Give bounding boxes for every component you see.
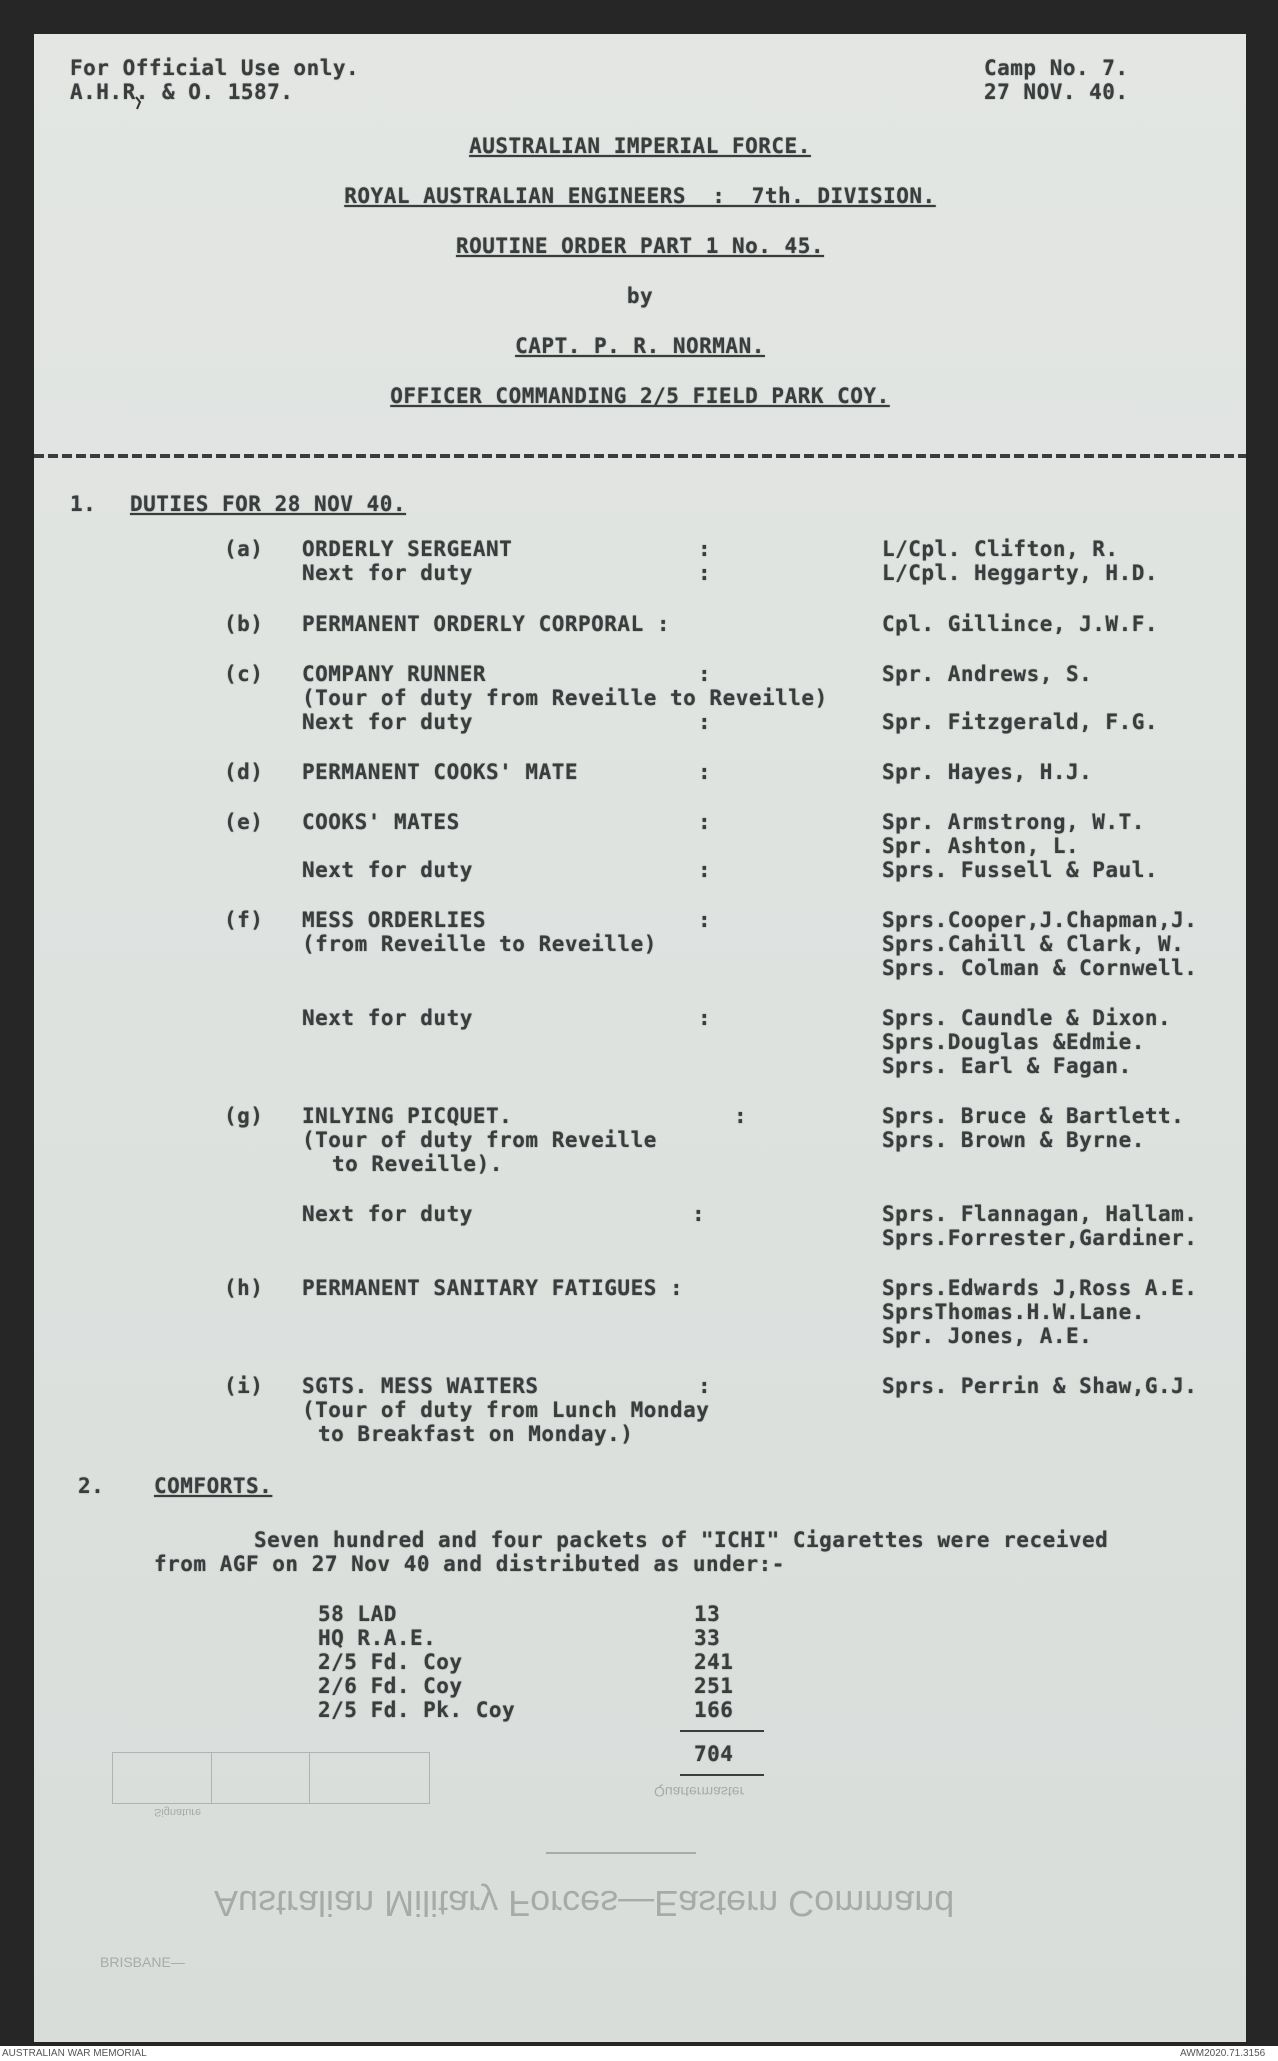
duty-colon: : bbox=[692, 1202, 706, 1226]
duty-note: to Breakfast on Monday.) bbox=[318, 1422, 634, 1446]
section-1-number: 1. bbox=[70, 492, 97, 516]
distribution-qty: 13 bbox=[694, 1602, 721, 1626]
document-page bbox=[34, 34, 1246, 2042]
title-force: AUSTRALIAN IMPERIAL FORCE. bbox=[469, 134, 811, 158]
duty-assignee: Spr. Andrews, S. bbox=[882, 662, 1093, 686]
duty-colon: : bbox=[698, 662, 712, 686]
duty-title: COOKS' MATES bbox=[302, 810, 460, 834]
duty-title: SGTS. MESS WAITERS bbox=[302, 1374, 539, 1398]
section-1-heading: DUTIES FOR 28 NOV 40. bbox=[130, 492, 407, 516]
duty-title: ORDERLY SERGEANT bbox=[302, 537, 513, 561]
duty-assignee: Sprs. Perrin & Shaw,G.J. bbox=[882, 1374, 1198, 1398]
bleed-rule bbox=[546, 1852, 696, 1854]
duty-assignee: SprsThomas.H.W.Lane. bbox=[882, 1300, 1145, 1324]
title-by: by bbox=[626, 284, 654, 308]
duty-assignee: Sprs.Cooper,J.Chapman,J. bbox=[882, 908, 1198, 932]
item-label: (i) bbox=[224, 1374, 264, 1398]
camp-number: Camp No. 7. bbox=[984, 56, 1129, 80]
total-rule bbox=[680, 1774, 764, 1776]
duty-next: Next for duty bbox=[302, 710, 473, 734]
section-2-number: 2. bbox=[78, 1474, 105, 1498]
duty-assignee: Sprs. Brown & Byrne. bbox=[882, 1128, 1145, 1152]
duty-colon: : bbox=[698, 1374, 712, 1398]
distribution-unit: HQ R.A.E. bbox=[318, 1626, 437, 1650]
item-label: (a) bbox=[224, 537, 264, 561]
duty-assignee: Spr. Hayes, H.J. bbox=[882, 760, 1093, 784]
title-unit: ROYAL AUSTRALIAN ENGINEERS : 7th. DIVISION. bbox=[344, 184, 936, 208]
duty-note: to Reveille). bbox=[332, 1152, 503, 1176]
duty-colon: : bbox=[698, 561, 712, 585]
duty-note: (from Reveille to Reveille) bbox=[302, 932, 657, 956]
bleed-signature-text: Signature bbox=[154, 1806, 202, 1818]
duty-assignee: Sprs. Earl & Fagan. bbox=[882, 1054, 1132, 1078]
duty-note: (Tour of duty from Reveille bbox=[302, 1128, 657, 1152]
footer-accession: AWM2020.71.3156 bbox=[1180, 2048, 1266, 2059]
title-order: ROUTINE ORDER PART 1 No. 45. bbox=[455, 234, 824, 258]
duty-title: PERMANENT COOKS' MATE bbox=[302, 760, 579, 784]
title-appointment: OFFICER COMMANDING 2/5 FIELD PARK COY. bbox=[390, 384, 890, 408]
separator-rule bbox=[34, 454, 1246, 458]
duty-colon: : bbox=[698, 858, 712, 882]
duty-assignee: Sprs. Caundle & Dixon. bbox=[882, 1006, 1172, 1030]
bleed-location-text: BRISBANE— bbox=[100, 1954, 185, 1970]
distribution-unit: 2/5 Fd. Coy bbox=[318, 1650, 463, 1674]
distribution-unit: 2/5 Fd. Pk. Coy bbox=[318, 1698, 516, 1722]
duty-note: (Tour of duty from Lunch Monday bbox=[302, 1398, 710, 1422]
distribution-qty: 241 bbox=[694, 1650, 734, 1674]
duty-colon: : bbox=[698, 908, 712, 932]
distribution-total: 704 bbox=[694, 1742, 734, 1766]
item-label: (g) bbox=[224, 1104, 264, 1128]
duty-title: MESS ORDERLIES bbox=[302, 908, 487, 932]
duty-assignee: L/Cpl. Clifton, R. bbox=[882, 537, 1119, 561]
duty-colon: : bbox=[698, 760, 712, 784]
duty-assignee: L/Cpl. Heggarty, H.D. bbox=[882, 561, 1159, 585]
duty-assignee: Sprs. Fussell & Paul. bbox=[882, 858, 1159, 882]
duty-assignee: Sprs.Edwards J,Ross A.E. bbox=[882, 1276, 1198, 1300]
duty-assignee: Cpl. Gillince, J.W.F. bbox=[882, 612, 1159, 636]
faint-form-boxes bbox=[112, 1752, 430, 1804]
bleed-note-text: Quartermaster bbox=[654, 1784, 745, 1800]
item-label: (e) bbox=[224, 810, 264, 834]
duty-assignee: Sprs. Colman & Cornwell. bbox=[882, 956, 1198, 980]
item-label: (c) bbox=[224, 662, 264, 686]
distribution-qty: 166 bbox=[694, 1698, 734, 1722]
duty-colon: : bbox=[734, 1104, 748, 1128]
section-2-heading: COMFORTS. bbox=[154, 1474, 273, 1498]
distribution-unit: 58 LAD bbox=[318, 1602, 397, 1626]
duty-colon: : bbox=[698, 537, 712, 561]
item-label: (f) bbox=[224, 908, 264, 932]
duty-assignee: Sprs.Cahill & Clark, W. bbox=[882, 932, 1185, 956]
distribution-qty: 33 bbox=[694, 1626, 721, 1650]
duty-colon: : bbox=[698, 1006, 712, 1030]
item-label: (h) bbox=[224, 1276, 264, 1300]
comforts-paragraph: Seven hundred and four packets of "ICHI" Cigarettes were received bbox=[254, 1528, 1109, 1552]
reference-line: A.H.R. & O. 1587. bbox=[70, 80, 294, 104]
title-officer: CAPT. P. R. NORMAN. bbox=[515, 334, 765, 358]
duty-title: INLYING PICQUET. bbox=[302, 1104, 513, 1128]
duty-assignee: Sprs.Forrester,Gardiner. bbox=[882, 1226, 1198, 1250]
duty-next: Next for duty bbox=[302, 561, 473, 585]
total-rule bbox=[680, 1730, 764, 1732]
duty-assignee: Sprs. Bruce & Bartlett. bbox=[882, 1104, 1185, 1128]
duty-next: Next for duty bbox=[302, 1202, 473, 1226]
duty-title: PERMANENT SANITARY FATIGUES : bbox=[302, 1276, 684, 1300]
item-label: (b) bbox=[224, 612, 264, 636]
duty-assignee: Spr. Ashton, L. bbox=[882, 834, 1080, 858]
bleed-stamp-text: Australian Military Forces—Eastern Command bbox=[214, 1883, 955, 1924]
duty-assignee: Spr. Armstrong, W.T. bbox=[882, 810, 1145, 834]
distribution-unit: 2/6 Fd. Coy bbox=[318, 1674, 463, 1698]
duty-assignee: Spr. Jones, A.E. bbox=[882, 1324, 1093, 1348]
comforts-paragraph: from AGF on 27 Nov 40 and distributed as under:- bbox=[154, 1552, 785, 1576]
duty-assignee: Sprs.Douglas &Edmie. bbox=[882, 1030, 1145, 1054]
duty-next: Next for duty bbox=[302, 1006, 473, 1030]
duty-colon: : bbox=[698, 810, 712, 834]
distribution-qty: 251 bbox=[694, 1674, 734, 1698]
item-label: (d) bbox=[224, 760, 264, 784]
duty-title: PERMANENT ORDERLY CORPORAL : bbox=[302, 612, 671, 636]
duty-assignee: Spr. Fitzgerald, F.G. bbox=[882, 710, 1159, 734]
duty-title: COMPANY RUNNER bbox=[302, 662, 487, 686]
footer-institution: AUSTRALIAN WAR MEMORIAL bbox=[2, 2048, 147, 2059]
duty-colon: : bbox=[698, 710, 712, 734]
duty-note: (Tour of duty from Reveille to Reveille) bbox=[302, 686, 828, 710]
header-date: 27 NOV. 40. bbox=[984, 80, 1129, 104]
classification-line: For Official Use only. bbox=[70, 56, 360, 80]
duty-next: Next for duty bbox=[302, 858, 473, 882]
duty-assignee: Sprs. Flannagan, Hallam. bbox=[882, 1202, 1198, 1226]
